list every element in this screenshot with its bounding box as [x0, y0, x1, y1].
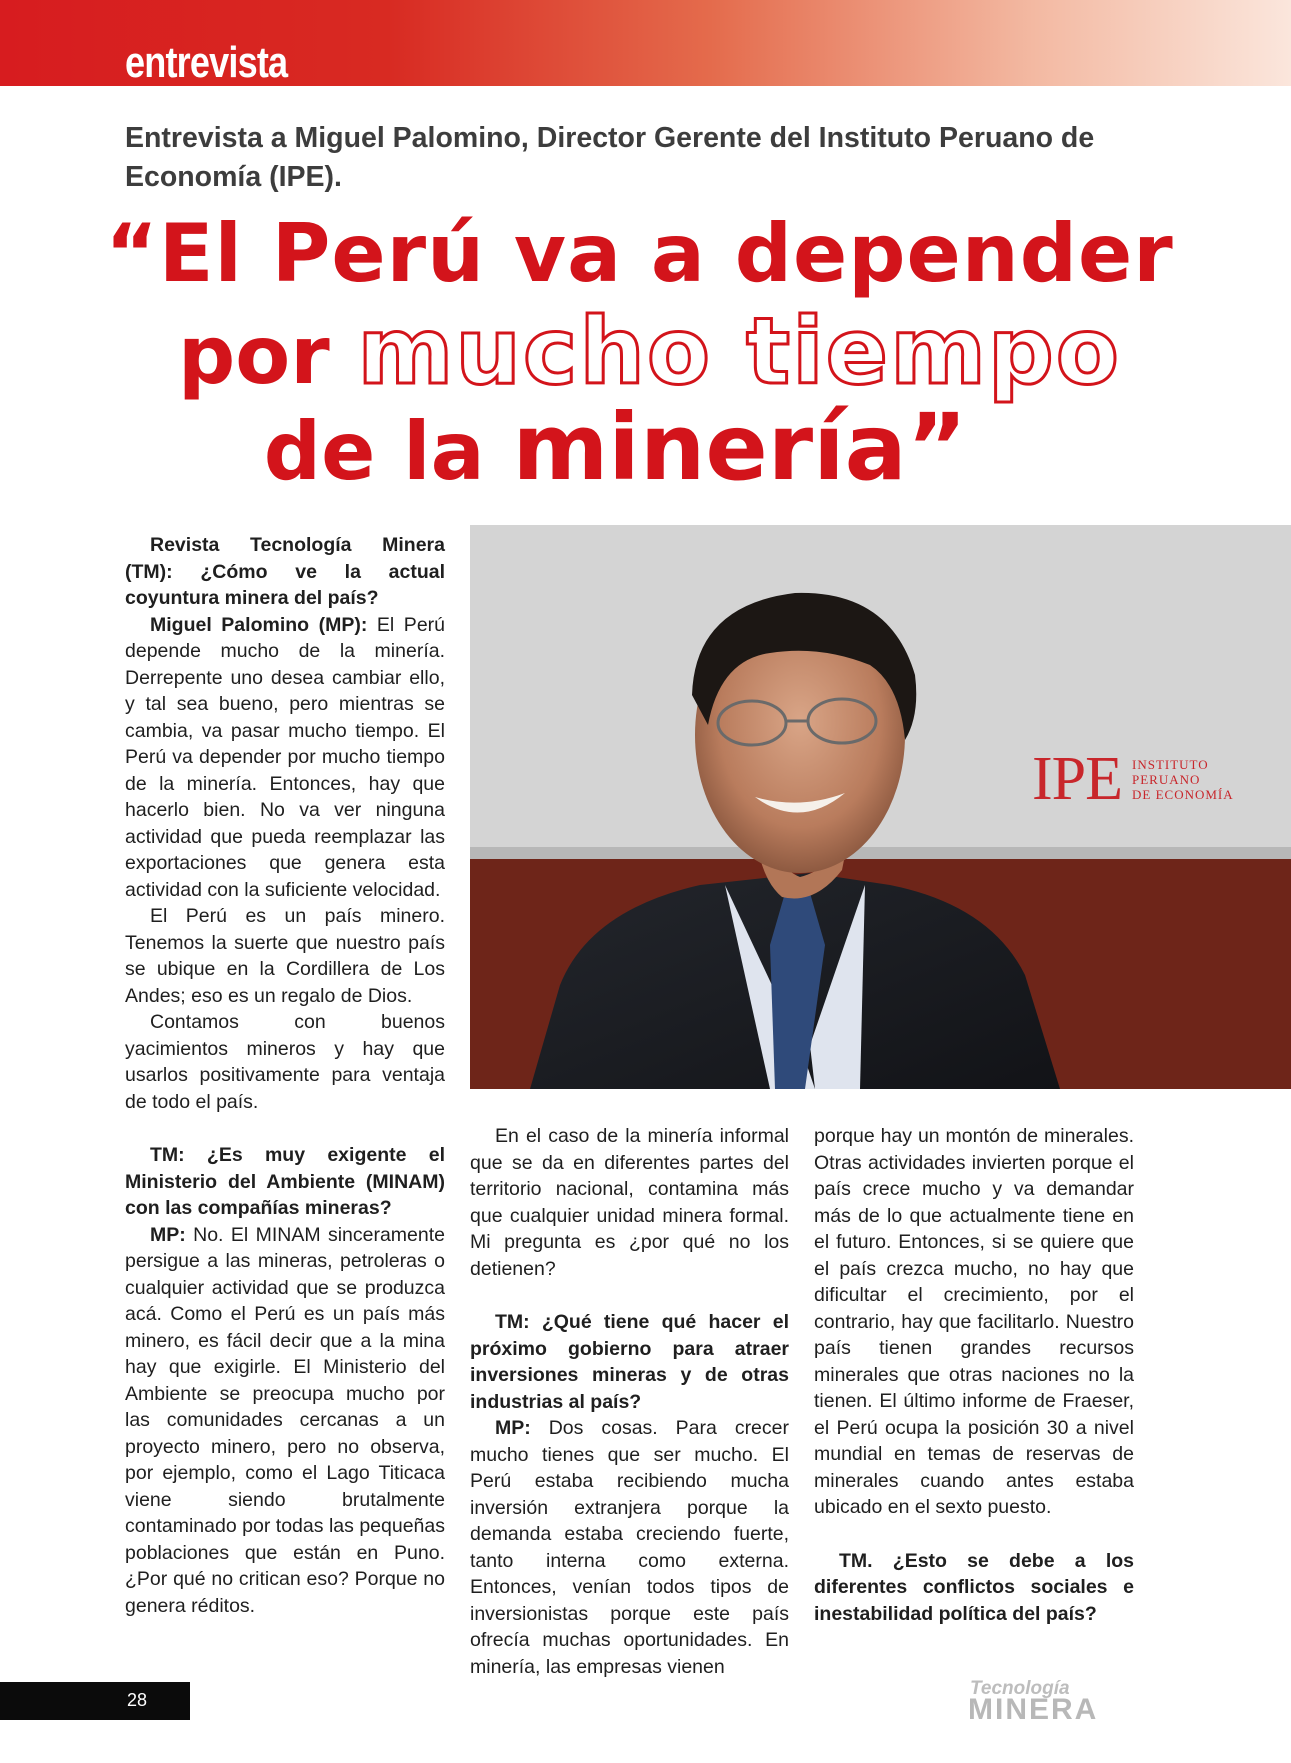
question-3: TM: ¿Qué tiene qué hacer el próximo gobierno para atraer inversiones mineras y de otras industrias al país?	[470, 1311, 789, 1413]
brand-line-2: MINERA	[968, 1693, 1099, 1726]
page-number-bar	[0, 1682, 190, 1720]
page-number: 28	[127, 1690, 148, 1710]
paragraph-informal-mining: En el caso de la minería informal que se da en diferentes partes del territorio nacional, contamina más que cualquier unidad minera formal. Mi pregunta es ¿por qué no los detienen?	[470, 1125, 789, 1280]
answer-2-speaker: MP:	[150, 1223, 186, 1246]
interviewee-photo	[470, 525, 1291, 1089]
paragraph-2: El Perú es un país minero. Tenemos la suerte que nuestro país se ubique en la Cordillera de Los Andes; eso es un regalo de Dios.	[125, 905, 445, 1007]
headline-line-2-prefix: por	[178, 309, 358, 402]
article-column-2	[470, 1123, 789, 1680]
brand-line-1: Tecnología	[970, 1678, 1070, 1699]
article-column-3	[814, 1123, 1134, 1627]
ipe-logo-text	[1132, 757, 1234, 802]
ipe-wall-logo	[1032, 745, 1234, 813]
spacer	[814, 1521, 1134, 1548]
ipe-logo-line-3: DE ECONOMÍA	[1132, 786, 1234, 802]
answer-3	[470, 1415, 789, 1680]
paragraph-continued: porque hay un montón de minerales. Otras actividades invierten porque el país crece mucho y va demandar más de lo que actualmente tiene en el futuro. Entonces, si se quiere que el país crezca mucho, no hay que dificultar el crecimiento, por el contrario, hay que facilitarlo. Nuestro país tienen grandes recursos minerales que otras naciones no la tienen. El último informe de Fraeser, el Perú ocupa la posición 30 a nivel mundial en temas de reservas de minerales cuando antes estaba ubicado en el sexto puesto.	[814, 1125, 1134, 1518]
article-deck: Entrevista a Miguel Palomino, Director Gerente del Instituto Peruano de Economía (IPE).	[125, 122, 1095, 193]
section-label: entrevista	[125, 38, 288, 87]
answer-1	[125, 612, 445, 904]
answer-2-text: No. El MINAM sinceramente persigue a las mineras, petroleras o cualquier actividad que se produzca acá. Como el Perú es un país más minero, es fácil decir que a la mina hay que exigirle. El Ministerio del Ambiente se preocupa mucho por las comunidades cercanas a un proyecto minero, pero no observa, por ejemplo, como el Lago Titicaca viene siendo brutalmente contaminado por todas las pequeñas poblaciones que están en Puno. ¿Por qué no critican eso? Porque no genera réditos.	[125, 1223, 445, 1617]
magazine-brand	[968, 1678, 1138, 1728]
question-4: TM. ¿Esto se debe a los diferentes conflictos sociales e inestabilidad política del país?	[814, 1549, 1134, 1625]
ipe-logo-line-2: PERUANO	[1132, 771, 1201, 787]
answer-1-text: El Perú depende mucho de la minería. Derrepente uno desea cambiar ello, y tal sea bueno, pero mientras se cambia, va pasar mucho tiempo. El Perú va depender por mucho tiempo de la minería. Entonces, hay que hacerlo bien. No va ver ninguna actividad que pueda reemplazar las exportaciones que genera esta actividad con la suficiente velocidad.	[125, 613, 445, 901]
article-column-1	[125, 532, 445, 1619]
question-1: Revista Tecnología Minera (TM): ¿Cómo ve la actual coyuntura minera del país?	[125, 534, 445, 609]
headline-line-3-prefix: de la	[263, 405, 513, 498]
ipe-logo-line-1: INSTITUTO	[1132, 756, 1209, 772]
answer-2	[125, 1222, 445, 1620]
answer-3-speaker: MP:	[495, 1417, 531, 1439]
headline-line-2	[4, 298, 1291, 406]
spacer	[125, 1115, 445, 1142]
answer-3-text: Dos cosas. Para crecer mucho tienes que ser mucho. El Perú estaba recibiendo mucha inversión extranjera porque la demanda estaba creciendo fuerte, tanto interna como externa. Entonces, venían todos tipos de inversionistas porque este país ofrecía muchas oportunidades. En minería, las empresas vienen	[470, 1417, 789, 1678]
headline-emphasis: minería”	[512, 394, 968, 501]
answer-1-speaker: Miguel Palomino (MP):	[150, 613, 368, 636]
ipe-logo-mark: IPE	[1032, 745, 1122, 813]
headline-line-1: “El Perú va a depender	[105, 207, 1174, 300]
spacer	[470, 1282, 789, 1309]
headline-outline-text: mucho tiempo	[357, 298, 1121, 405]
paragraph-3: Contamos con buenos yacimientos mineros y hay que usarlos positivamente para ventaja de todo el país.	[125, 1011, 445, 1113]
headline-line-3	[0, 394, 1261, 502]
question-2: TM: ¿Es muy exigente el Ministerio del Ambiente (MINAM) con las compañías mineras?	[125, 1144, 445, 1219]
